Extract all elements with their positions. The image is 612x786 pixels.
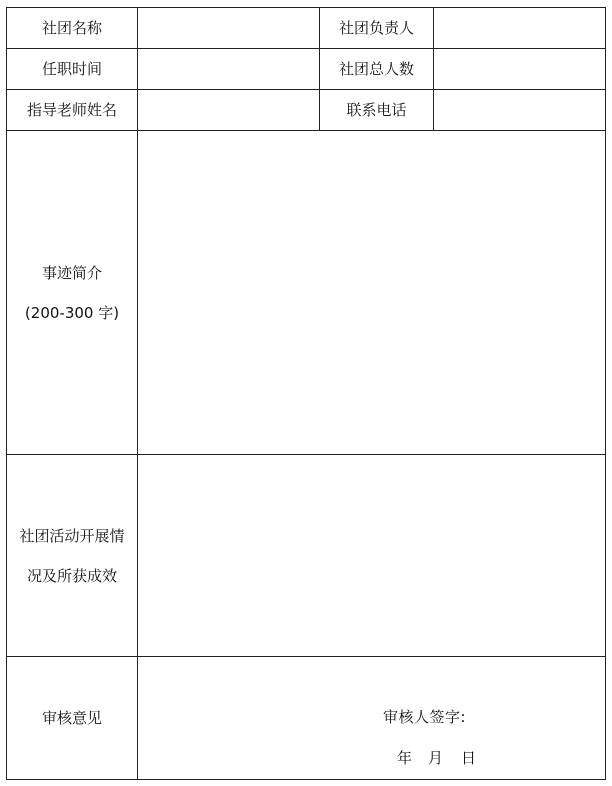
club-name-field[interactable]	[138, 8, 320, 49]
member-count-label: 社团总人数	[320, 49, 434, 90]
date-day-label: 日	[461, 749, 477, 767]
contact-phone-label: 联系电话	[320, 90, 434, 131]
advisor-name-label: 指导老师姓名	[7, 90, 138, 131]
reviewer-signature-label: 审核人签字:	[383, 708, 467, 726]
activities-content-field[interactable]	[138, 455, 606, 657]
member-count-field[interactable]	[434, 49, 606, 90]
form-row-advisor	[7, 90, 606, 131]
review-opinion-label: 审核意见	[7, 657, 138, 780]
form-row-deeds	[7, 131, 606, 455]
club-leader-label: 社团负责人	[320, 8, 434, 49]
deeds-label: 事迹简介	[41, 263, 102, 282]
form-row-term	[7, 49, 606, 90]
activities-label-line2: 况及所获成效	[26, 566, 117, 585]
activities-label-cell	[7, 455, 138, 657]
registration-form-table	[6, 7, 606, 780]
form-row-club-name	[7, 8, 606, 49]
club-leader-field[interactable]	[434, 8, 606, 49]
term-field[interactable]	[138, 49, 320, 90]
form-row-activities	[7, 455, 606, 657]
advisor-name-field[interactable]	[138, 90, 320, 131]
form-row-review	[7, 657, 606, 780]
review-date-line	[397, 749, 481, 767]
contact-phone-field[interactable]	[434, 90, 606, 131]
club-name-label: 社团名称	[7, 8, 138, 49]
activities-label-line1: 社团活动开展情	[19, 526, 125, 545]
term-label: 任职时间	[7, 49, 138, 90]
deeds-content-field[interactable]	[138, 131, 606, 455]
date-month-label: 月	[428, 749, 444, 767]
review-opinion-field[interactable]	[138, 657, 606, 780]
deeds-word-limit: (200-300 字)	[24, 303, 120, 322]
date-year-label: 年	[397, 749, 413, 767]
deeds-label-cell	[7, 131, 138, 455]
